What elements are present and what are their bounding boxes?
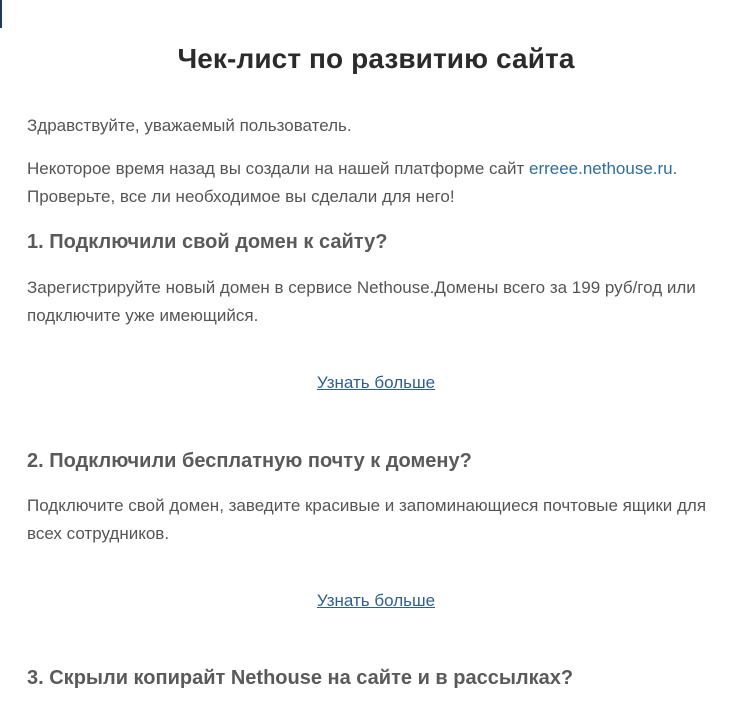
intro-text-before-link: Некоторое время назад вы создали на нашей платформе сайт [27,159,529,178]
intro-paragraph [27,155,737,211]
site-link[interactable]: erreee.nethouse.ru [528,159,673,178]
page-title: Чек-лист по развитию сайта [177,43,575,74]
section-3-heading: 3. Скрыли копирайт Nethouse на сайте и в рассылках? [27,667,574,689]
section-1-more [0,371,749,395]
section-2-heading: 2. Подключили бесплатную почту к домену? [27,450,472,472]
section-2-learn-more-link[interactable]: Узнать больше [316,591,436,610]
section-1-text: Зарегистрируйте новый домен в сервисе Nethouse.Домены всего за 199 руб/год или подключите уже имеющийся. [27,278,696,325]
left-border-accent [0,0,2,28]
greeting-text: Здравствуйте, уважаемый пользователь. [27,116,352,135]
section-2-more [0,589,749,613]
intro-text-after-link: . [672,159,678,178]
section-1-learn-more-link[interactable]: Узнать больше [316,373,436,392]
section-1-heading: 1. Подключили свой домен к сайту? [27,231,388,253]
intro-text-line2: Проверьте, все ли необходимое вы сделали для него! [27,187,455,206]
section-2-text: Подключите свой домен, заведите красивые и запоминающиеся почтовые ящики для всех сотрудников. [27,496,707,543]
